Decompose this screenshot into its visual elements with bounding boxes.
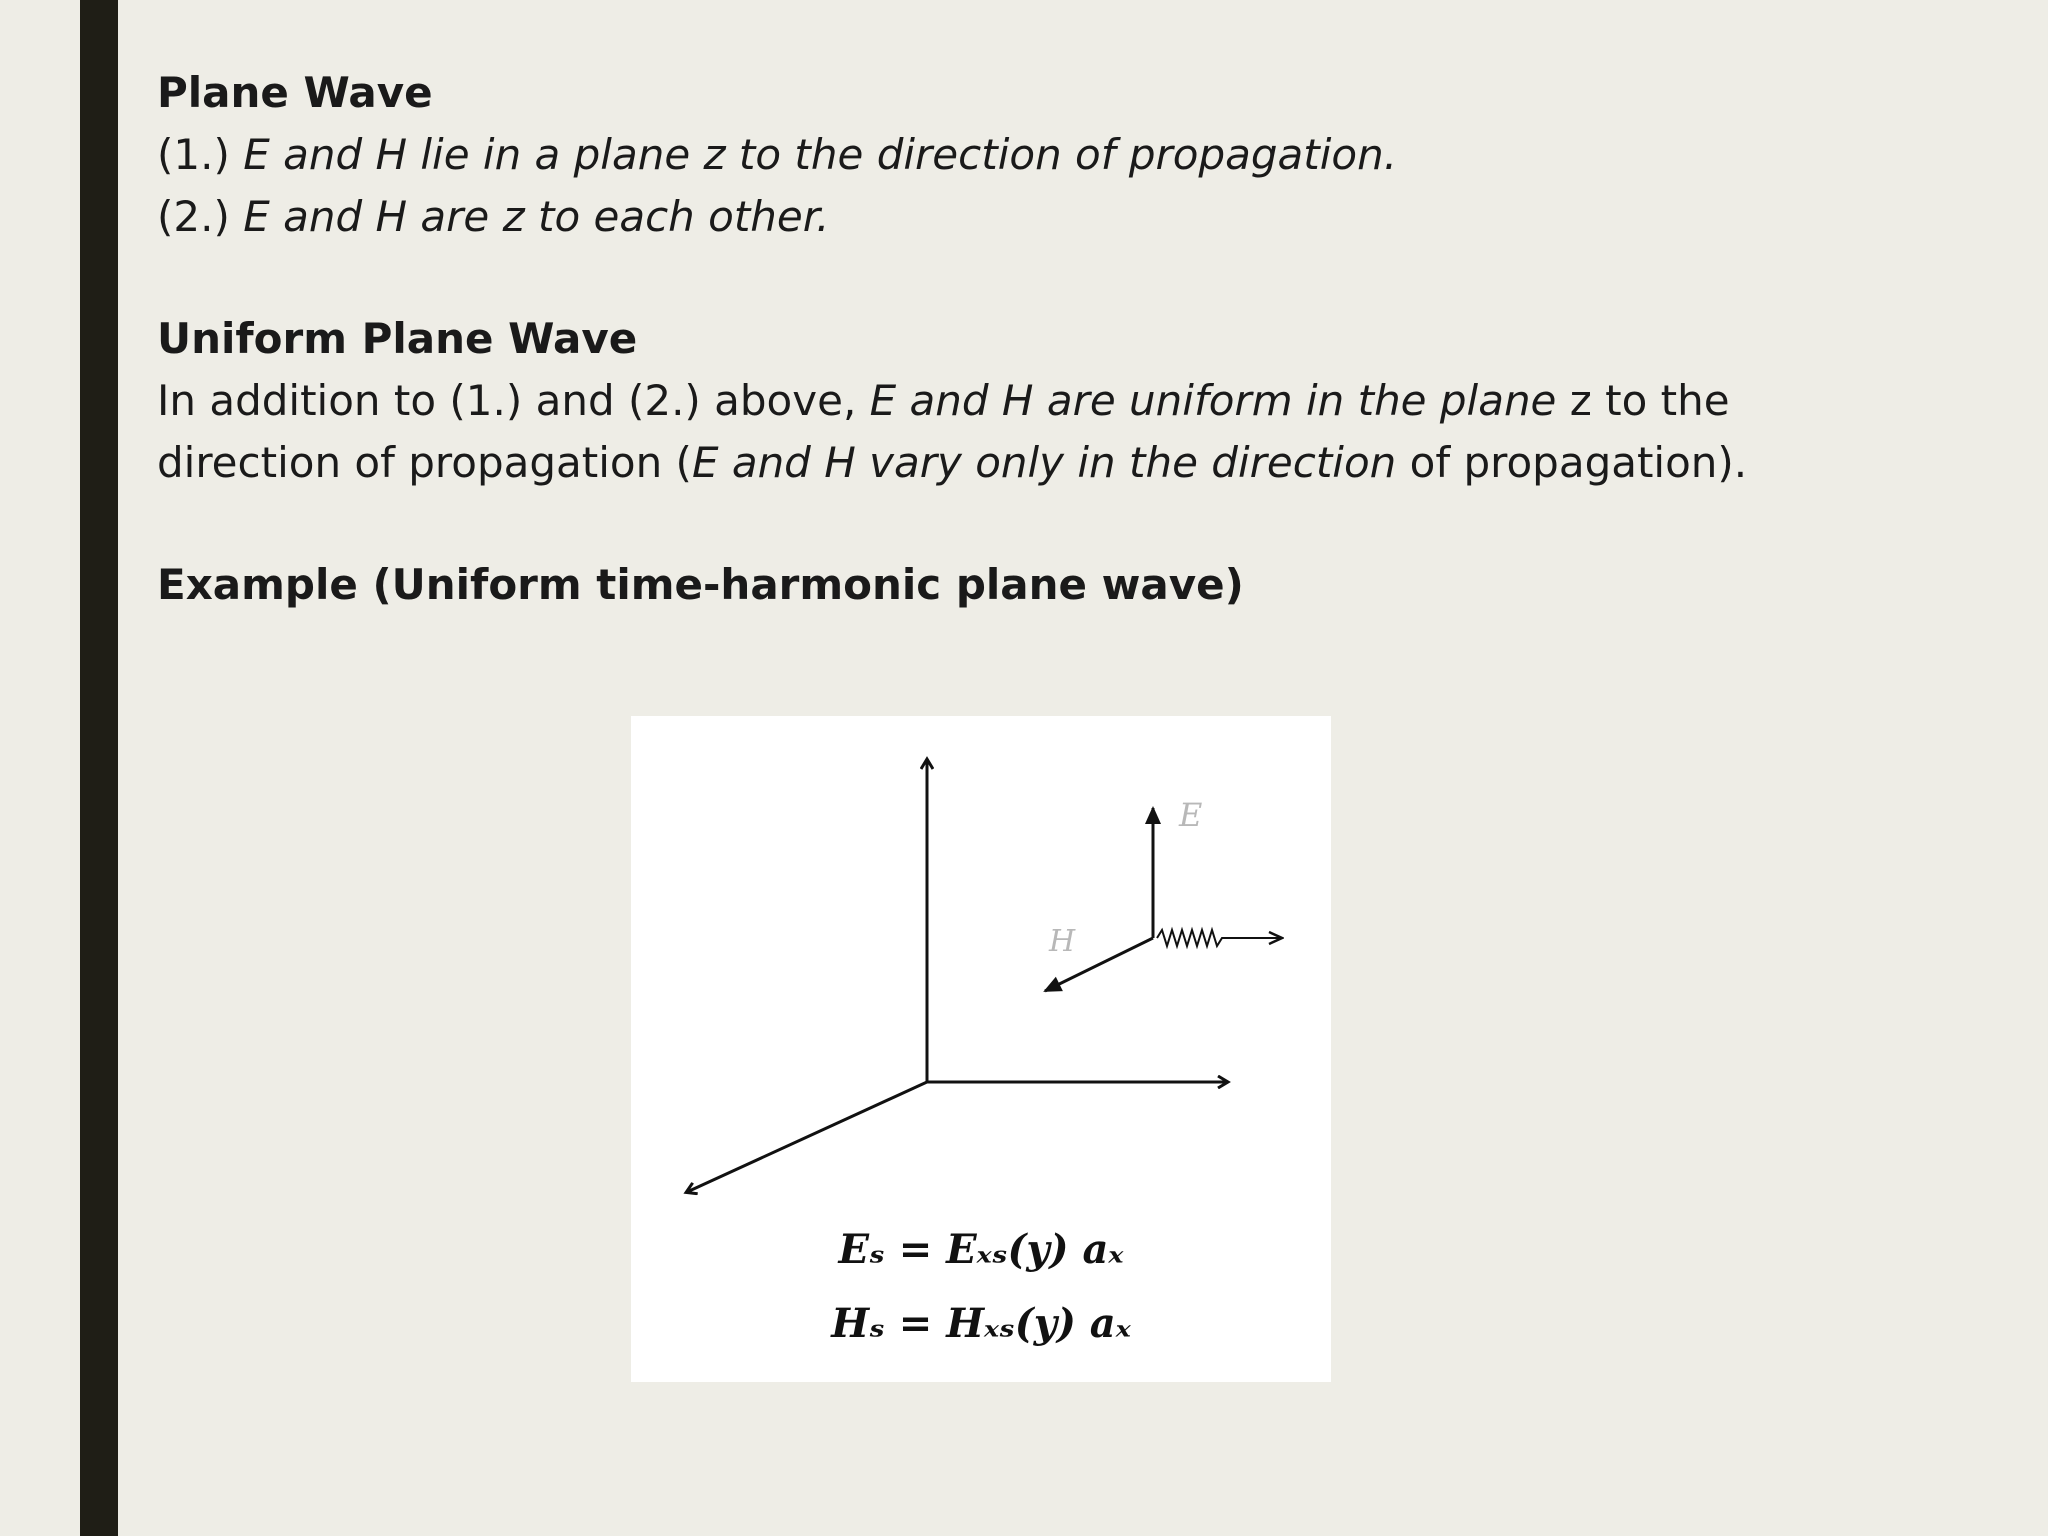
h-label: H xyxy=(1049,924,1076,959)
slide-content xyxy=(157,62,1997,616)
uniform-line-2-part-a: direction of propagation ( xyxy=(157,438,692,487)
e-label: E xyxy=(1179,796,1203,834)
equation-h-field: Hₛ = Hₓₛ(y) aₓ xyxy=(831,1300,1131,1347)
uniform-line-2-part-b: E and H vary only in the direction xyxy=(691,438,1397,487)
plane-wave-item-2 xyxy=(157,186,1997,248)
equation-e-field: Eₛ = Eₓₛ(y) aₓ xyxy=(838,1226,1124,1273)
heading-example: Example (Uniform time-harmonic plane wave) xyxy=(157,560,1244,609)
heading-plane-wave: Plane Wave xyxy=(157,68,433,117)
heading-uniform-plane-wave: Uniform Plane Wave xyxy=(157,314,638,363)
uniform-line-1-part-a: In addition to (1.) and (2.) above, xyxy=(157,376,870,425)
uniform-line-1-part-c: z to the xyxy=(1556,376,1730,425)
uniform-line-1 xyxy=(157,370,1997,432)
propagation-wave xyxy=(1157,930,1281,946)
x-axis xyxy=(687,1082,927,1192)
plane-wave-item-1 xyxy=(157,124,1997,186)
plane-wave-figure xyxy=(631,716,1331,1382)
item-1-text: E and H lie in a plane z to the direction of propagation. xyxy=(243,130,1398,179)
uniform-line-2-part-c: of propagation). xyxy=(1396,438,1748,487)
item-2-number: (2.) xyxy=(157,192,230,241)
uniform-line-1-part-b: E and H are uniform in the plane xyxy=(869,376,1557,425)
item-2-text: E and H are z to each other. xyxy=(243,192,830,241)
left-accent-bar xyxy=(80,0,118,1536)
item-1-number: (1.) xyxy=(157,130,230,179)
axes-diagram xyxy=(631,716,1331,1382)
uniform-line-2 xyxy=(157,432,1997,494)
